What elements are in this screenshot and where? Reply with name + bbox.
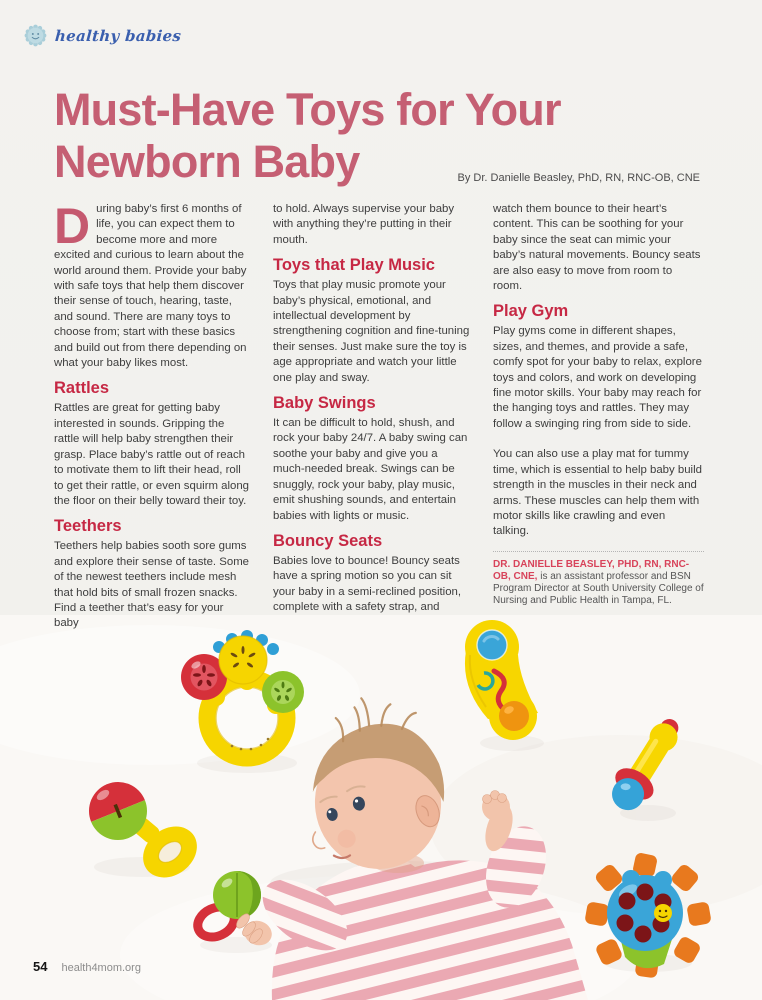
masthead <box>24 24 181 47</box>
column-1 <box>54 198 251 632</box>
brand-name: healthy babies <box>54 26 182 45</box>
title-line-1: Must-Have Toys for Your <box>54 84 561 135</box>
column-3 <box>493 202 704 632</box>
byline: By Dr. Danielle Beasley, PhD, RN, RNC-OB, CNE <box>457 172 700 184</box>
author-bio-text: is an assistant professor and BSN Program Director at South University College of Nursing and Public Health in Tampa, FL. <box>493 570 704 606</box>
section-heading-rattles: Rattles <box>54 379 110 398</box>
column-2 <box>273 202 471 632</box>
article-columns <box>54 198 704 632</box>
spiky-wheel-rattle <box>584 852 711 978</box>
section-heading-baby-swings: Baby Swings <box>273 394 376 413</box>
playgym-paragraph: Play gyms come in different shapes, sizes, and themes, and provide a safe, comfy spot for your baby to relax, explore toys and colors, and work on developing fine motor skills. Your baby may reach for the hanging toys and rattles. They may follow a swinging ring from side to side. <box>493 325 702 430</box>
author-bio-name: DR. DANIELLE BEASLEY, PHD, RN, RNC-OB, CNE, <box>493 558 690 582</box>
bouncy-continued-paragraph: watch them bounce to their heart’s content. This can be soothing for your baby since the seat can mimic your baby’s natural movements. Bouncy seats are also easy to move from room to room. <box>493 203 701 293</box>
site-url: health4mom.org <box>61 962 141 974</box>
page-number: 54 <box>33 959 48 974</box>
intro-text: uring baby’s first 6 months of life, you can expect them to become more and more excited and curious to learn about the world around them. Provide your baby with safe toys that help them discover their sense of touch, hearing, taste, and sound. There are many toys to choose from; start with these basics and build out from there depending on what your baby likes most. <box>54 203 247 370</box>
bouncy-paragraph: Babies love to bounce! Bouncy seats have a spring motion so you can sit your baby in a semi-reclined position, complete with a safety strap, and <box>273 554 462 614</box>
page-footer <box>33 959 141 974</box>
intro-paragraph <box>54 198 251 371</box>
playmat-paragraph: You can also use a play mat for tummy time, which is essential to help baby build strength in the muscles in their neck and arms. These muscles can help them with motor skills like crawling and even talking. <box>493 448 702 538</box>
baby-photo-illustration <box>0 615 762 1000</box>
swings-paragraph: It can be difficult to hold, shush, and rock your baby 24/7. A baby swing can soothe your baby and give you a much-needed break. Swings can be snuggly, rock your baby, play music, emit shushing sounds, and entertain babies with lights or music. <box>273 417 468 522</box>
author-bio <box>493 551 704 607</box>
drop-cap: D <box>54 198 91 254</box>
music-paragraph: Toys that play music promote your baby’s physical, emotional, and intellectual development by strengthening cognition and fine-tuning their senses. Just make sure the toy is age appropriate and watch your little one play and sway. <box>273 279 470 384</box>
baby-photo <box>0 615 762 1000</box>
section-heading-teethers: Teethers <box>54 517 122 536</box>
section-heading-toys-that-play-music: Toys that Play Music <box>273 256 435 275</box>
title-line-2: Newborn Baby <box>54 136 360 187</box>
sun-smiley-icon <box>24 24 47 47</box>
section-heading-bouncy-seats: Bouncy Seats <box>273 531 383 550</box>
teethers-paragraph: Teethers help babies sooth sore gums and explore their sense of taste. Some of the newest teethers include mesh that hold bits of small frozen snacks. Find a teether that’s easy for your baby <box>54 540 250 630</box>
section-heading-play-gym: Play Gym <box>493 302 569 321</box>
rattles-paragraph: Rattles are great for getting baby interested in sounds. Gripping the rattle will help baby strengthen their grasp. Place baby’s rattle out of reach to motivate them to lift their head, roll to get their rattle, or even squirm along the floor on their belly toward their toy. <box>54 402 250 507</box>
teethers-continued-paragraph: to hold. Always supervise your baby with anything they’re putting in their mouth. <box>273 203 455 246</box>
